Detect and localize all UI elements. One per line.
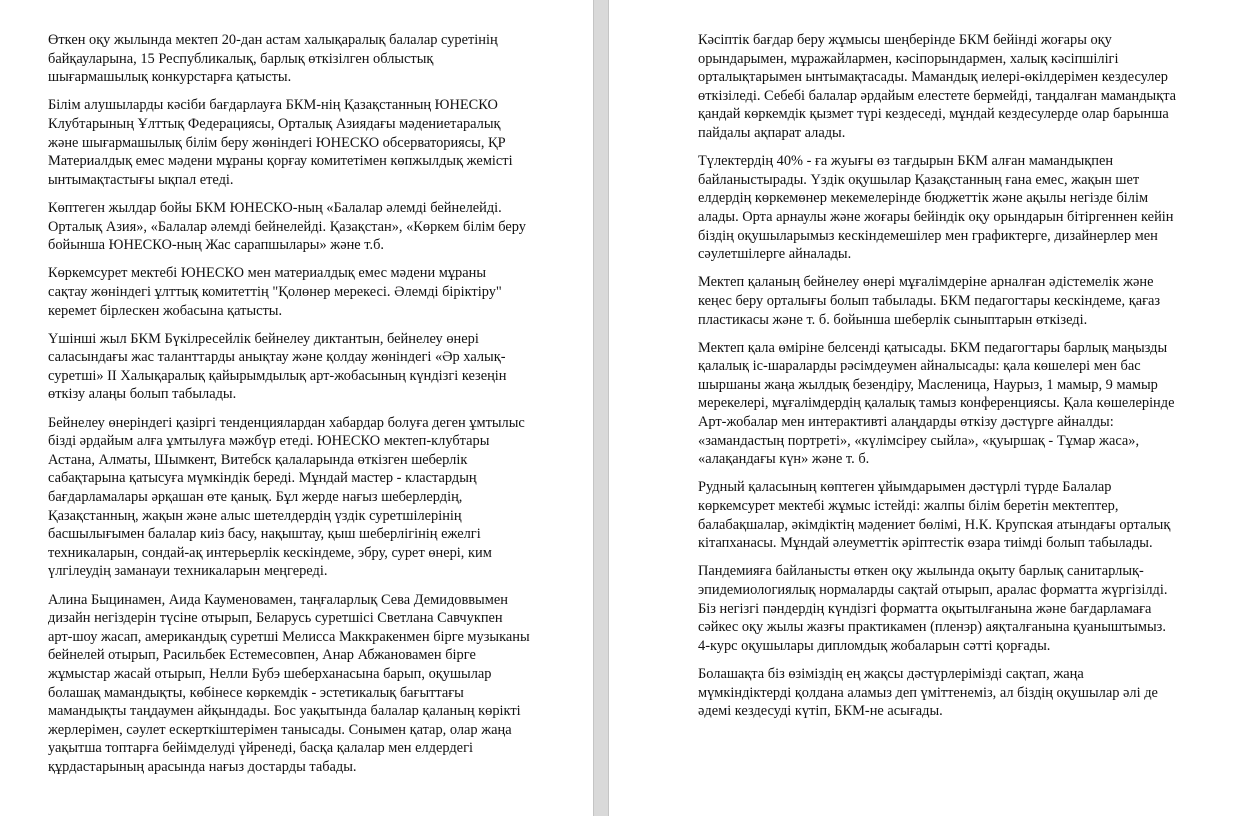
paragraph: Көркемсурет мектебі ЮНЕСКО мен материалдық емес мәдени мұраны сақтау жөніндегі ұлттық комитеттің "Қолөнер мерекесі. Әлемді біріктіру" керемет бірлескен жобасына қатысты. [48,265,502,319]
paragraph: Мектеп қала өміріне белсенді қатысады. БКМ педагогтары барлық маңызды қалалық іс-шараларды рәсімдеумен айналысады: қала көшелері мен бас шыршаны жаңа жылдық безендіру, Масленица, Наурыз, 1 мамыр, 9 мамыр мерекелері, мұғалімдердің қалалық тамыз конференциясы. Қала көшелерінде Арт-жобалар мен интерактивті алаңдарды өткізу дәстүрге айналды: «замандастың портреті», «күлімсіреу сыйла», «қуыршақ - Тұмар жаса», «алақандағы күн» және т. б. [698,339,1175,468]
left-page-text-column [48,31,558,786]
paragraph: Көптеген жылдар бойы БКМ ЮНЕСКО-ның «Балалар әлемді бейнелейді. Орталық Азия», «Балалар әлемді бейнелейді. Қазақстан», «Көркем білім беру бойынша ЮНЕСКО-ның Жас сарапшылары» және т.б. [48,199,526,254]
right-page [609,0,1236,816]
paragraph: Бейнелеу өнеріндегі қазіргі тенденциялардан хабардар болуға деген ұмтылыс бізді әрдайым алға ұмтылуға мәжбүр етеді. ЮНЕСКО мектеп-клубтары Астана, Алматы, Шымкент, Витебск қалаларында өткізген шеберлік сабақтарына қатысуға мүмкіндік береді. Мұндай мастер - кластардың бағдарламалары әрқашан өте қанық. Бұл жерде нағыз шеберлердің, Қазақстанның, жақын және алыс шетелдердің үздік суретшілерінің басшылығымен балалар киіз басу, нақыштау, қыш шеберлігінің ежелгі техникаларын, сондай-ақ интерьерлік кескіндеме, эбру, сурет өнері, ким үлгілеудің заманауи техникаларын меңгереді. [48,414,525,580]
paragraph: Өткен оқу жылында мектеп 20-дан астам халықаралық балалар суретінің байқауларына, 15 Республикалық, барлық өткізілген облыстық шығармашылық конкурстарға қатысты. [48,32,498,86]
paragraph: Болашақта біз өзіміздің ең жақсы дәстүрлерімізді сақтап, жаңа мүмкіндіктерді қолдана аламыз деп үміттенеміз, ал біздің оқушылар әлі де әдемі кездесуді күтіп, БКМ-не асығады. [698,665,1158,720]
paragraph: Пандемияға байланысты өткен оқу жылында оқыту барлық санитарлық- эпидемиологиялық нормаларды сақтай отырып, аралас форматта жүргізілді. Біз негізгі пәндердің күндізгі форматта оқытылғанына және бағдарламаға сәйкес оқу жылы жазғы практикамен (пленэр) аяқталғанына қуаныштымыз. 4-курс оқушылары дипломдық жобаларын сәтті қорғады. [698,563,1168,654]
paragraph: Рудный қаласының көптеген ұйымдарымен дәстүрлі түрде Балалар көркемсурет мектебі жұмыс істейді: жалпы білім беретін мектептер, балабақшалар, әкімдіктің мәдениет бөлімі, Н.К. Крупская атындағы орталық кітапханасы. Мұндай әлеуметтік әріптестік өзара тиімді болып табылады. [698,479,1171,552]
paragraph: Алина Быцинамен, Аида Кауменовамен, таңғаларлық Сева Демидоввымен дизайн негіздерін түсіне отырып, Беларусь суретшісі Светлана Савчукпен арт-шоу жасап, американдық суретші Мелисса Маккракенмен бірге музыканы бейнелей отырып, Расильбек Естемесовпен, Анар Абжановамен бірге жұмыстар жасай отырып, Нелли Бубэ шеберханасына барып, оқушылар болашақ мамандықты, көбінесе көркемдік - эстетикалық бағыттағы мамандықты таңдаумен айқындады. Бос уақытында балалар қаланың көрікті жерлерімен, сәулет ескерткіштерімен танысады. Сонымен қатар, олар жаңа уақытша топтарға бейімделуді үйренеді, басқа қалалар мен елдердегі құрдастарының арасында нағыз достарды табады. [48,591,530,775]
paragraph: Түлектердің 40% - ға жуығы өз тағдырын БКМ алған мамандықпен байланыстырады. Үздік оқушылар Қазақстанның ғана емес, жақын шет елдердің көркемөнер мекемелерінде бюджеттік және ақылы негізде білім алады. Орта арнаулы және жоғары бейіндік оқу орындарын бітіргеннен кейін біздің оқушыларымыз кескіндемешілер мен графиктерге, дизайнерлер мен сәулетшілерге айналады. [698,153,1174,263]
left-page [0,0,593,816]
right-page-text-column [698,31,1208,730]
paragraph: Мектеп қаланың бейнелеу өнері мұғалімдеріне арналған әдістемелік және кеңес беру орталығы болып табылады. БКМ педагогтары кескіндеме, қағаз пластикасы және т. б. бойынша шеберлік сыныптарын өткізеді. [698,274,1161,328]
paragraph: Кәсіптік бағдар беру жұмысы шеңберінде БКМ бейінді жоғары оқу орындарымен, мұражайлармен, кәсіпорындармен, халық кәсіпшілігі орталықтарымен ынтымақтасады. Мамандық иелері-өкілдерімен кездесулер өткізіледі. Себебі балалар әрдайым елестете бермейді, таңдалған мамандықта қандай көркемдік қызмет түрі кездеседі, мұндай кездесулерде олар барынша пайдалы ақпарат алады. [698,32,1177,141]
paragraph: Үшінші жыл БКМ Бүкілресейлік бейнелеу диктантын, бейнелеу өнері саласындағы жас таланттарды анықтау және қолдау жөніндегі «Әр халық- суретші» II Халықаралық қайырымдылық арт-жобасының күндізгі кезеңін өткізу алаңы болып табылады. [48,330,507,403]
paragraph: Білім алушыларды кәсіби бағдарлауға БКМ-нің Қазақстанның ЮНЕСКО Клубтарының Ұлттық Федерациясы, Орталық Азиядағы мәдениетаралық және шығармашылық білім беру жөніндегі ЮНЕСКО обсерваториясы, ҚР Материалдық емес мәдени мұраны қорғау комитетімен көпжылдық жемісті ынтымақтастығы ықпал етеді. [48,97,513,188]
page-gutter [593,0,609,816]
